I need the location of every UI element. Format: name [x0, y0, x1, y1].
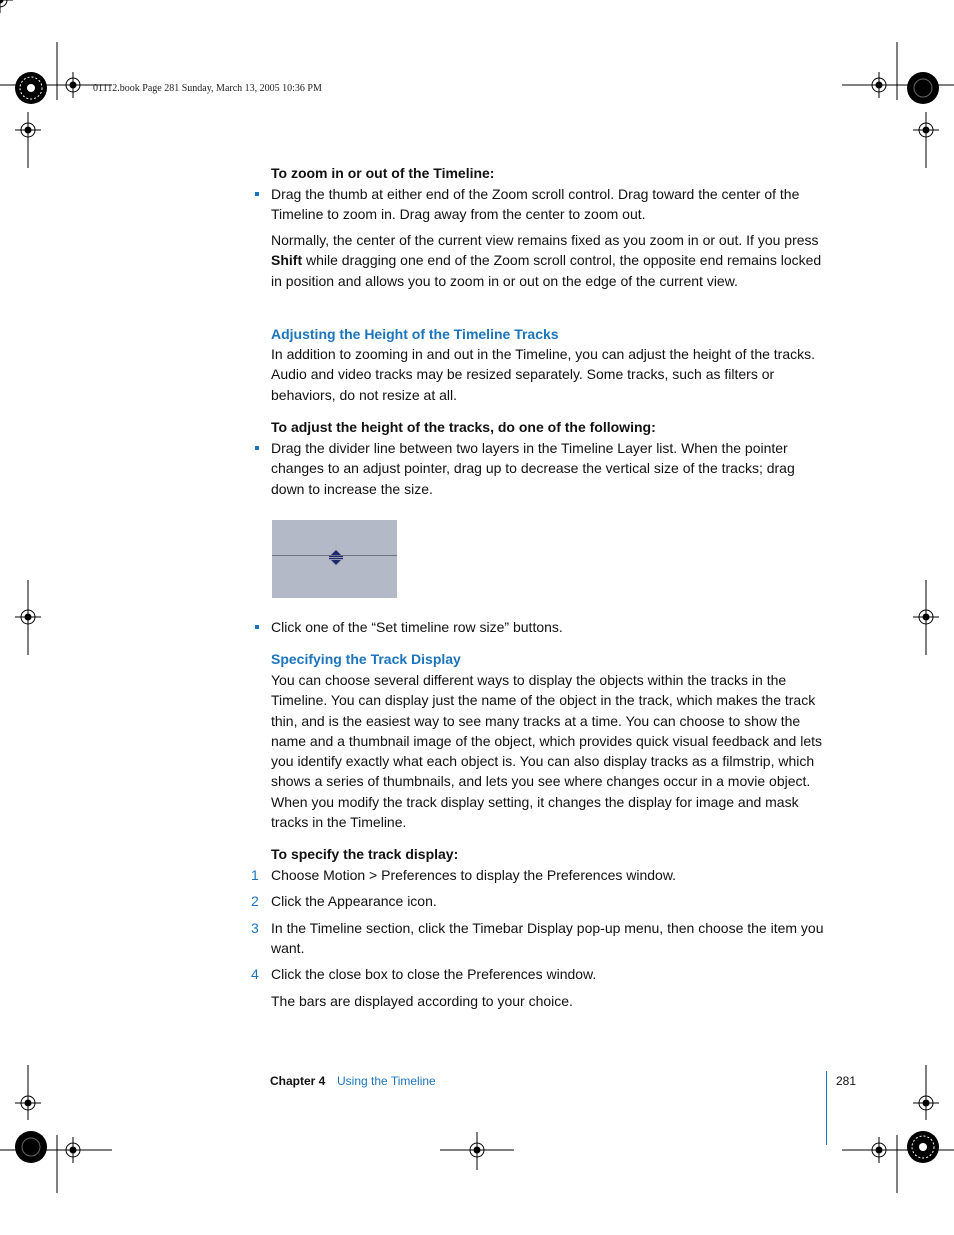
- bullet-icon: [255, 625, 259, 629]
- step-text: Click the close box to close the Preferences window.: [271, 966, 597, 982]
- zoom-heading: To zoom in or out of the Timeline:: [271, 165, 495, 181]
- bullet-icon: [255, 446, 259, 450]
- step-number: 3: [251, 920, 259, 936]
- page-number: 281: [836, 1074, 857, 1088]
- specify-paragraph: You can choose several different ways to display the objects within the tracks in the Timeline. You can display just the name of the object in the track, which makes the track thin, and is the easiest way to see many tracks at a time. You can choose to show the name and a thumbnail image of the object, which provides quick visual feedback and lets you identify exactly what each object is. You can also display tracks as a filmstrip, which shows a series of thumbnails, and lets you see where changes occur in a movie object. When you modify the track display setting, it changes the display for image and mask tracks in the Timeline.: [271, 672, 822, 831]
- adjust-pointer-icon: [328, 549, 344, 565]
- specify-heading: To specify the track display:: [271, 846, 459, 862]
- adjust-bullet-1-text: Drag the divider line between two layers in the Timeline Layer list. When the pointer changes to an adjust pointer, drag up to decrease the vertical size of the tracks; drag down to increase the size.: [271, 440, 795, 497]
- step-number: 4: [251, 966, 259, 982]
- step-text: Choose Motion > Preferences to display the Preferences window.: [271, 867, 677, 883]
- result-paragraph: The bars are displayed according to your choice.: [271, 993, 573, 1009]
- step-text: Click the Appearance icon.: [271, 893, 437, 909]
- zoom-bullet-text: Drag the thumb at either end of the Zoom scroll control. Drag toward the center of the Timeline to zoom in. Drag away from the center to zoom out.: [271, 186, 800, 223]
- resize-pointer-screenshot: [272, 520, 397, 598]
- section-title-adjust: Adjusting the Height of the Timeline Tracks: [271, 326, 559, 342]
- list-item: [271, 184, 827, 225]
- bullet-icon: [255, 192, 259, 196]
- zoom-para-text-2: while dragging one end of the Zoom scroll control, the opposite end remains locked in position and allows you to zoom in or out on the edge of the current view.: [271, 252, 822, 289]
- list-item: [271, 617, 827, 637]
- adjust-heading: To adjust the height of the tracks, do one of the following:: [271, 419, 656, 435]
- step-item: [251, 918, 827, 959]
- footer-chapter: Chapter 4: [270, 1074, 326, 1088]
- footer-chapter-title: Using the Timeline: [337, 1074, 436, 1088]
- step-number: 1: [251, 867, 259, 883]
- footer-divider: [826, 1071, 827, 1145]
- list-item: [271, 438, 827, 499]
- zoom-para-text-1: Normally, the center of the current view remains fixed as you zoom in or out. If you press: [271, 232, 819, 248]
- step-text: In the Timeline section, click the Timebar Display pop-up menu, then choose the item you want.: [271, 920, 824, 957]
- adjust-paragraph: In addition to zooming in and out in the Timeline, you can adjust the height of the tracks. Audio and video tracks may be resized separately. Some tracks, such as filters or behaviors, do not resize at all.: [271, 346, 816, 403]
- zoom-paragraph: [271, 230, 827, 291]
- section-title-specify: Specifying the Track Display: [271, 651, 461, 667]
- step-item: [251, 865, 827, 885]
- step-item: [251, 964, 827, 984]
- adjust-bullet-2-text: Click one of the “Set timeline row size” buttons.: [271, 619, 563, 635]
- shift-key: Shift: [271, 252, 303, 269]
- step-item: [251, 891, 827, 911]
- print-header: 01112.book Page 281 Sunday, March 13, 2005 10:36 PM: [93, 83, 322, 94]
- step-number: 2: [251, 893, 259, 909]
